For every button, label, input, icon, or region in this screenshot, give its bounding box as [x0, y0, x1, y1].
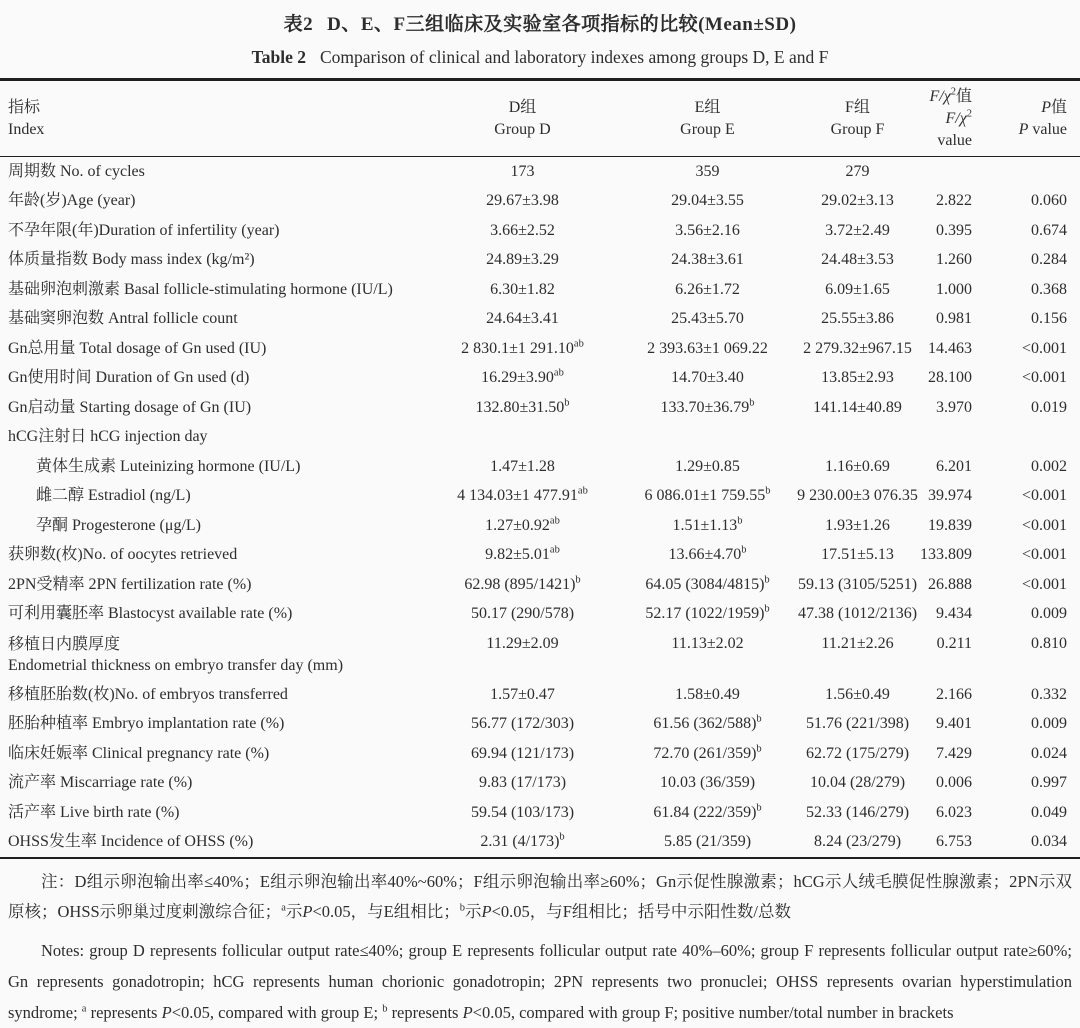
- col-header-f-chi2-en: $F/\chi^2$ value: [937, 108, 972, 149]
- cell-group-f: 6.09±1.65: [825, 280, 890, 298]
- cell-group-e: 29.04±3.55: [671, 192, 744, 209]
- cell-p-value: <0.001: [1021, 369, 1067, 386]
- cell-f-value: 2.822: [936, 192, 972, 209]
- header-row: [0, 80, 1080, 157]
- cell-group-d: 24.89±3.29: [486, 251, 559, 268]
- cell-index-label: 2PN受精率 2PN fertilization rate (%): [8, 575, 252, 593]
- cell-group-f: 17.51±5.13: [821, 546, 894, 563]
- cell-group-f: 59.13 (3105/5251): [797, 575, 918, 593]
- cell-group-e: 1.58±0.49: [675, 685, 740, 703]
- cell-group-e: 24.38±3.61: [671, 251, 744, 268]
- table-header: [0, 80, 1080, 157]
- cell-group-e: 1.29±0.85: [675, 457, 740, 475]
- table-row: [0, 157, 1080, 187]
- col-header-index: [0, 80, 425, 157]
- cell-index-label: 流产率 Miscarriage rate (%): [8, 774, 193, 791]
- cell-p-value: 0.997: [1031, 774, 1067, 791]
- table-row: [0, 511, 1080, 541]
- cell-p-value: 0.284: [1031, 251, 1067, 268]
- cell-group-f: 25.55±3.86: [821, 310, 894, 327]
- table-number-zh: 表2: [283, 14, 314, 35]
- cell-f-value: 133.809: [920, 546, 972, 563]
- cell-f-value: 6.753: [936, 833, 972, 850]
- cell-group-f: [795, 423, 920, 453]
- cell-group-d: 132.80±31.50$^b$: [475, 397, 570, 416]
- col-header-group-d-zh: D组: [508, 99, 537, 116]
- table-row: [0, 680, 1080, 710]
- cell-index-label: 胚胎种植率 Embryo implantation rate (%): [8, 715, 285, 732]
- cell-p-value: 0.002: [1031, 457, 1067, 475]
- cell-f-value: 7.429: [936, 744, 972, 762]
- cell-p-value: 0.332: [1031, 685, 1067, 703]
- cell-group-f: 1.93±1.26: [825, 516, 890, 534]
- cell-group-d: 1.57±0.47: [490, 685, 555, 703]
- col-header-f-chi2-zh: $F/\chi^2$值: [929, 86, 972, 105]
- cell-group-e: 6 086.01±1 759.55$^b$: [644, 485, 771, 504]
- cell-group-e: 13.66±4.70$^b$: [668, 544, 747, 563]
- cell-f-value: 9.401: [936, 715, 972, 732]
- table-row: [0, 710, 1080, 740]
- cell-p-value: [1000, 423, 1080, 453]
- cell-p-value: 0.009: [1031, 605, 1067, 622]
- cell-group-d: 173: [510, 162, 535, 180]
- cell-f-value: 14.463: [928, 339, 972, 357]
- cell-group-d: 24.64±3.41: [486, 310, 559, 327]
- cell-index-label: OHSS发生率 Incidence of OHSS (%): [8, 833, 254, 850]
- cell-group-e: 64.05 $(3084/4815)^b$: [645, 574, 770, 593]
- cell-group-d: 29.67±3.98: [486, 192, 559, 209]
- cell-group-d: 2 830.1±1 291.10$^{ab}$: [461, 338, 584, 357]
- cell-f-value: 19.839: [928, 516, 972, 534]
- table-row: [0, 570, 1080, 600]
- cell-index-label: 活产率 Live birth rate (%): [8, 803, 180, 821]
- cell-index-label: 周期数 No. of cycles: [8, 162, 145, 180]
- notes-zh: 注：D组示卵泡输出率≤40%；E组示卵泡输出率40%~60%；F组示卵泡输出率≥60%；Gn示促性腺激素；hCG示人绒毛膜促性腺激素；2PN示双原核；OHSS示卵巢过度刺激综合征；$^a$示P<0.05，与E组相比；$^b$示P<0.05，与F组相比；括号中示阳性数/总数: [8, 872, 1072, 921]
- cell-group-d: 2.31 $(4/173)^b$: [480, 831, 565, 850]
- table-row: [0, 600, 1080, 630]
- cell-group-e: 1.51±1.13$^b$: [672, 515, 743, 534]
- cell-f-value: 0.211: [936, 634, 972, 652]
- table-row: [0, 541, 1080, 571]
- cell-p-value: 0.810: [1031, 634, 1067, 652]
- cell-group-d: 69.94 (121/173): [470, 744, 575, 762]
- comparison-table: [0, 78, 1080, 859]
- col-header-group-e-zh: E组: [694, 99, 721, 116]
- cell-f-value: 39.974: [928, 487, 972, 504]
- col-header-f-chi2: [920, 80, 1000, 157]
- col-header-group-e: [620, 80, 795, 157]
- cell-group-e: 133.70±36.79$^b$: [660, 397, 755, 416]
- cell-index-label: 年龄(岁)Age (year): [8, 192, 136, 209]
- cell-group-d: [425, 423, 620, 453]
- table-row: [0, 798, 1080, 828]
- cell-group-d: 9.82±5.01$^{ab}$: [485, 544, 560, 563]
- table-title-zh: [0, 9, 1080, 36]
- cell-index-label: Gn启动量 Starting dosage of Gn (IU): [8, 398, 252, 416]
- cell-f-value: 3.970: [936, 398, 972, 416]
- cell-index-label: 可利用囊胚率 Blastocyst available rate (%): [8, 605, 293, 622]
- table-row: [0, 482, 1080, 512]
- table-body: [0, 157, 1080, 859]
- cell-group-f: 10.04 (28/279): [809, 774, 906, 791]
- cell-p-value: 0.060: [1031, 192, 1067, 209]
- col-header-group-d-en: Group D: [494, 121, 551, 138]
- notes-en: Notes: group D represents follicular output rate≤40%; group E represents follicular output rate 40%–60%; group F represents follicular output rate≥60%; Gn represents gonadotropin; hCG represents human chorionic gonadotropin; 2PN represents two pronuclei; OHSS represents ovarian hyperstimulation syndrome; $^a$ represents P<0.05, compared with group E; $^b$ represents P<0.05, compared with group F; positive number/total number in brackets: [8, 941, 1072, 1022]
- cell-p-value: 0.019: [1031, 398, 1067, 416]
- cell-group-e: 14.70±3.40: [671, 369, 744, 386]
- cell-f-value: 0.981: [936, 310, 972, 327]
- cell-f-value: 0.006: [936, 774, 972, 791]
- cell-f-value: 2.166: [936, 685, 972, 703]
- table-row: [0, 769, 1080, 799]
- cell-f-value: [920, 157, 1000, 187]
- cell-group-e: 3.56±2.16: [675, 221, 740, 239]
- cell-group-d: 50.17 (290/578): [470, 605, 575, 622]
- col-header-group-f-en: Group F: [830, 121, 885, 138]
- cell-f-value: 28.100: [928, 369, 972, 386]
- table-row: [0, 393, 1080, 423]
- cell-group-e: 359: [695, 162, 720, 180]
- cell-p-value: <0.001: [1021, 546, 1067, 563]
- cell-group-e: [620, 423, 795, 453]
- table-row: [0, 216, 1080, 246]
- cell-group-f: 3.72±2.49: [825, 221, 890, 239]
- cell-index-label: Gn使用时间 Duration of Gn used (d): [8, 369, 250, 386]
- table-row: [0, 423, 1080, 453]
- cell-index-label: 黄体生成素 Luteinizing hormone (IU/L): [36, 457, 301, 475]
- cell-group-d: 11.29±2.09: [486, 634, 559, 652]
- table-row: [0, 364, 1080, 394]
- cell-group-f: 279: [845, 162, 870, 180]
- table-row: [0, 305, 1080, 335]
- cell-group-e: 6.26±1.72: [675, 280, 740, 298]
- cell-group-e: 10.03 (36/359): [659, 774, 756, 791]
- cell-p-value: 0.034: [1031, 833, 1067, 850]
- col-header-group-e-en: Group E: [680, 121, 735, 138]
- cell-f-value: 1.260: [936, 251, 972, 268]
- cell-p-value: <0.001: [1021, 487, 1067, 504]
- cell-index-label: 基础窦卵泡数 Antral follicle count: [8, 310, 238, 327]
- cell-group-f: 13.85±2.93: [821, 369, 894, 386]
- cell-index-label: 获卵数(枚)No. of oocytes retrieved: [8, 546, 238, 563]
- cell-group-d: 9.83 (17/173): [478, 774, 567, 791]
- col-header-p-value-zh: P值: [1041, 99, 1067, 116]
- cell-group-e: 2 393.63±1 069.22: [647, 339, 768, 357]
- cell-f-value: [920, 423, 1000, 453]
- cell-group-f: 8.24 (23/279): [813, 833, 902, 850]
- cell-group-f: 29.02±3.13: [821, 192, 894, 209]
- cell-index-label: 临床妊娠率 Clinical pregnancy rate (%): [8, 744, 270, 762]
- table-row: [0, 334, 1080, 364]
- cell-group-e: 5.85 (21/359): [663, 833, 752, 850]
- cell-f-value: 26.888: [928, 575, 972, 593]
- col-header-p-value: [1000, 80, 1080, 157]
- table-row: [0, 629, 1080, 680]
- col-header-group-f-zh: F组: [845, 99, 870, 116]
- cell-group-f: 1.56±0.49: [825, 685, 890, 703]
- cell-group-d: 6.30±1.82: [490, 280, 555, 298]
- cell-group-d: 4 134.03±1 477.91$^{ab}$: [457, 485, 588, 504]
- cell-group-e: 61.84 $(222/359)^b$: [653, 802, 762, 821]
- cell-group-d: 1.27±0.92$^{ab}$: [485, 515, 560, 534]
- cell-index-label: 基础卵泡刺激素 Basal follicle-stimulating hormone (IU/L): [8, 280, 393, 298]
- cell-group-e: 11.13±2.02: [671, 634, 744, 652]
- cell-group-e: 72.70 $(261/359)^b$: [653, 743, 762, 762]
- table-row: [0, 246, 1080, 276]
- table-title-en: [0, 47, 1080, 68]
- cell-f-value: 6.023: [936, 803, 972, 821]
- cell-p-value: 0.156: [1031, 310, 1067, 327]
- cell-p-value: 0.024: [1031, 744, 1067, 762]
- cell-group-d: 1.47±1.28: [490, 457, 555, 475]
- cell-index-label: 移植日内膜厚度 Endometrial thickness on embryo transfer day (mm): [8, 635, 344, 674]
- cell-index-label: 移植胚胎数(枚)No. of embryos transferred: [8, 685, 288, 703]
- cell-group-f: 52.33 (146/279): [805, 803, 910, 821]
- cell-p-value: 0.049: [1031, 803, 1067, 821]
- cell-p-value: [1000, 157, 1080, 187]
- cell-index-label: 雌二醇 Estradiol (ng/L): [36, 487, 191, 504]
- cell-group-f: 62.72 (175/279): [805, 744, 910, 762]
- title-block: [0, 0, 1080, 68]
- cell-group-d: 59.54 (103/173): [470, 803, 575, 821]
- table-row: [0, 739, 1080, 769]
- cell-index-label: hCG注射日 hCG injection day: [8, 428, 208, 445]
- cell-group-d: 62.98 $(895/1421)^b$: [464, 574, 581, 593]
- cell-group-e: 52.17 $(1022/1959)^b$: [645, 603, 770, 622]
- cell-group-d: 3.66±2.52: [490, 221, 555, 239]
- table-title-zh-text: D、E、F三组临床及实验室各项指标的比较(Mean±SD): [327, 14, 797, 35]
- cell-p-value: <0.001: [1021, 575, 1067, 593]
- cell-group-f: 11.21±2.26: [821, 634, 894, 652]
- cell-group-d: 16.29±3.90$^{ab}$: [481, 367, 564, 386]
- cell-f-value: 9.434: [936, 605, 972, 622]
- cell-group-f: 47.38 (1012/2136): [797, 605, 918, 622]
- cell-p-value: 0.368: [1031, 280, 1067, 298]
- col-header-index-zh: 指标: [8, 99, 41, 116]
- cell-p-value: 0.009: [1031, 715, 1067, 732]
- cell-group-f: 9 230.00±3 076.35: [797, 487, 918, 504]
- cell-f-value: 6.201: [936, 457, 972, 475]
- table-row: [0, 828, 1080, 859]
- cell-group-e: 25.43±5.70: [671, 310, 744, 327]
- cell-group-f: 24.48±3.53: [821, 251, 894, 268]
- cell-index-label: 体质量指数 Body mass index (kg/m²): [8, 251, 255, 268]
- col-header-p-value-en: P value: [1018, 121, 1067, 138]
- cell-p-value: 0.674: [1031, 221, 1067, 239]
- cell-group-f: 51.76 (221/398): [805, 715, 910, 732]
- cell-index-label: 不孕年限(年)Duration of infertility (year): [8, 221, 280, 239]
- cell-index-label: 孕酮 Progesterone (μg/L): [36, 516, 201, 534]
- cell-group-f: 141.14±40.89: [813, 398, 902, 416]
- table-number-en: Table 2: [251, 47, 306, 67]
- table-row: [0, 187, 1080, 217]
- cell-group-e: 61.56 $(362/588)^b$: [653, 713, 762, 732]
- cell-f-value: 1.000: [936, 280, 972, 298]
- cell-f-value: 0.395: [936, 221, 972, 239]
- col-header-group-f: [795, 80, 920, 157]
- table-title-en-text: Comparison of clinical and laboratory indexes among groups D, E and F: [319, 47, 829, 67]
- table-row: [0, 275, 1080, 305]
- col-header-index-en: Index: [8, 121, 45, 138]
- table-row: [0, 452, 1080, 482]
- cell-p-value: <0.001: [1021, 339, 1067, 357]
- cell-index-label: Gn总用量 Total dosage of Gn used (IU): [8, 339, 267, 357]
- cell-group-f: 2 279.32±967.15: [803, 339, 912, 357]
- cell-group-f: 1.16±0.69: [825, 457, 890, 475]
- cell-p-value: <0.001: [1021, 516, 1067, 534]
- cell-group-d: 56.77 (172/303): [470, 715, 575, 732]
- col-header-group-d: [425, 80, 620, 157]
